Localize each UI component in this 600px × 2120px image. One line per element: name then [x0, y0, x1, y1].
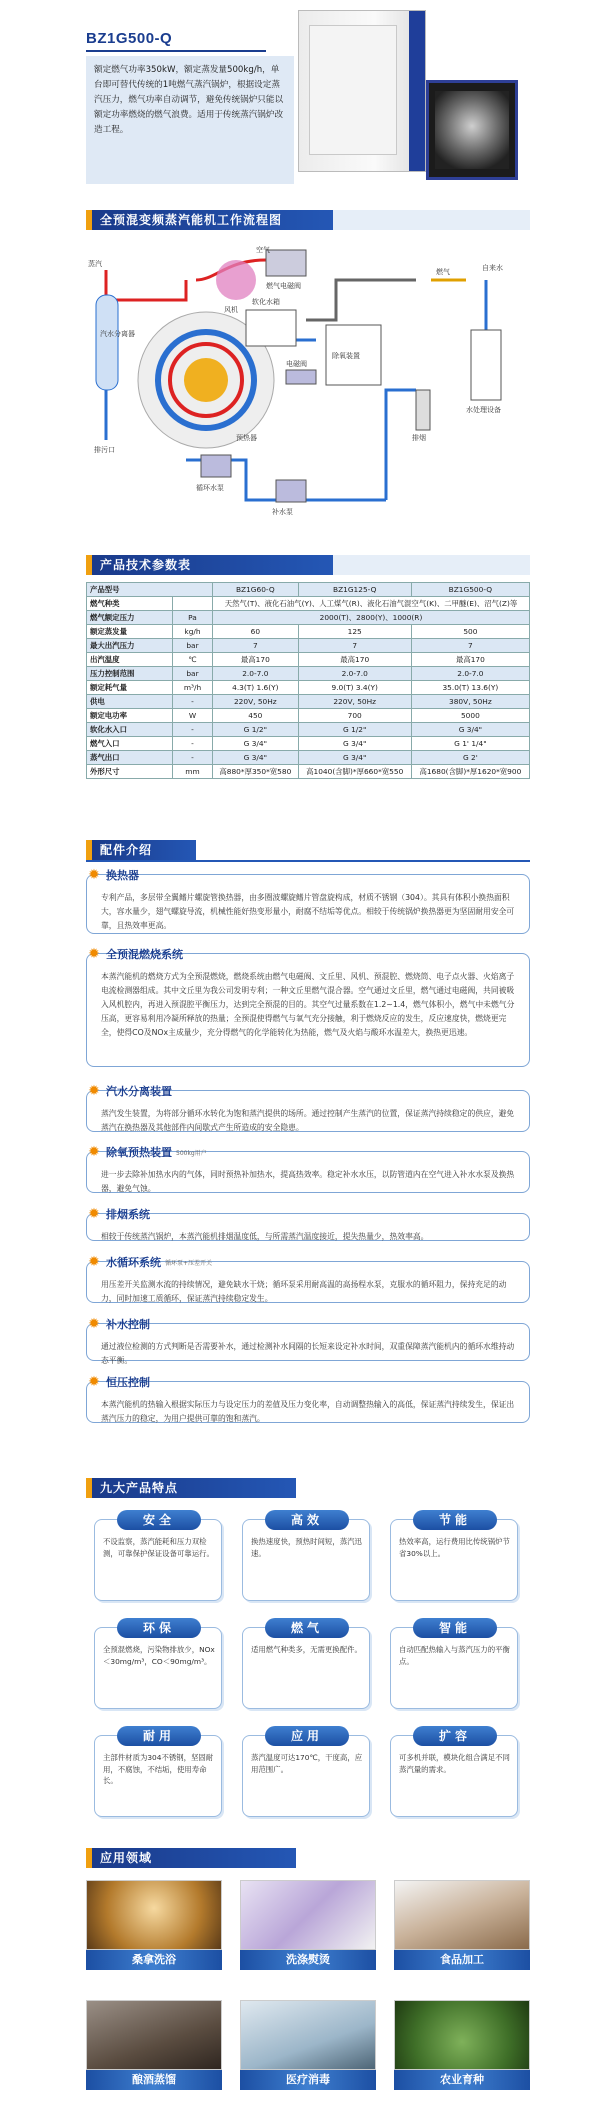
exhaust-stack [416, 390, 430, 430]
spec-value: 高880*厚350*宽580 [213, 765, 299, 779]
spec-value: 5000 [411, 709, 529, 723]
spec-value: 60 [213, 625, 299, 639]
spec-value: 最高170 [213, 653, 299, 667]
config-item-sub: 循环泵+压差开关 [165, 1259, 213, 1267]
feature-label: 智能 [413, 1618, 497, 1638]
spec-value: G 2' [411, 751, 529, 765]
label-fan: 风机 [224, 306, 238, 314]
spec-key: 外形尺寸 [87, 765, 173, 779]
feature-label: 燃气 [265, 1618, 349, 1638]
spec-value: 高1680(含脚)*厚1620*宽900 [411, 765, 529, 779]
spec-value: 9.0(T) 3.4(Y) [298, 681, 411, 695]
spec-row [87, 709, 530, 723]
spec-value: 天然气(T)、液化石油气(Y)、人工煤气(R)、液化石油气混空气(K)、二甲醚(E)、沼气(Z)等 [213, 597, 530, 611]
label-gas-valve: 燃气电磁阀 [266, 282, 301, 290]
application-item [86, 2000, 222, 2090]
spec-row [87, 681, 530, 695]
spec-value: G 1/2" [213, 723, 299, 737]
label-valve: 电磁阀 [286, 360, 307, 368]
config-item-label: 排烟系统 [106, 1208, 150, 1221]
feature-text: 可多机并联，模块化组合满足不同蒸汽量的需求。 [399, 1753, 510, 1774]
spec-value: 700 [298, 709, 411, 723]
config-divider [86, 860, 530, 862]
spec-value: 最高170 [298, 653, 411, 667]
spec-row [87, 625, 530, 639]
spec-value: 220V, 50Hz [213, 695, 299, 709]
application-photo [394, 2000, 530, 2070]
spec-value: 高1040(含脚)*厚660*宽550 [298, 765, 411, 779]
application-caption: 桑拿洗浴 [86, 1950, 222, 1970]
product-side-panel [409, 11, 425, 171]
feature-text: 蒸汽温度可达170℃，干度高，应用范围广。 [251, 1753, 363, 1774]
product-photo [298, 10, 426, 172]
flame-icon: ✹ [88, 1083, 100, 1099]
config-item-label: 补水控制 [106, 1318, 150, 1331]
feature-label: 扩容 [413, 1726, 497, 1746]
application-caption: 洗涤熨烫 [240, 1950, 376, 1970]
feature-card [242, 1513, 370, 1601]
spec-unit: kg/h [173, 625, 213, 639]
steam-separator [96, 295, 118, 390]
config-item-sub: 500kg用户 [176, 1149, 207, 1157]
spec-value: 125 [298, 625, 411, 639]
spec-unit: - [173, 695, 213, 709]
spec-value: 35.0(T) 13.6(Y) [411, 681, 529, 695]
spec-value: G 3/4" [298, 737, 411, 751]
config-item-label: 换热器 [106, 869, 139, 882]
heat-exchanger-photo [435, 91, 509, 169]
label-water-treatment: 水处理设备 [466, 406, 501, 414]
spec-section-title: 产品技术参数表 [86, 555, 530, 575]
label-softener: 软化水箱 [252, 298, 280, 306]
config-item-text: 专利产品，多层带全翼鳍片螺旋管换热器，由多圈波螺旋鳍片管盘旋构成，材质不锈钢（304）。其具有体积小换热面积大，容水量少，翅气螺旋导流，机械性能好热变形量小，耐腐不结垢等优点。相较于传统锅炉换热器更为坚固耐用安全可靠，且热效率更高。 [86, 874, 530, 934]
flame-icon: ✹ [88, 946, 100, 962]
title-divider [86, 50, 266, 52]
config-item-label: 恒压控制 [106, 1376, 150, 1389]
config-item-text: 进一步去除补加热水内的气体，同时预热补加热水，提高热效率。稳定补水水压，以防管道内在空气进入补水水泵及换热器，避免气蚀。 [86, 1151, 530, 1193]
label-feed-pump: 补水泵 [272, 508, 293, 516]
application-caption: 食品加工 [394, 1950, 530, 1970]
application-photo [86, 1880, 222, 1950]
apps-section-title: 应用领域 [86, 1848, 296, 1868]
spec-unit: Pa [173, 611, 213, 625]
solenoid-valve [286, 370, 316, 384]
spec-unit: - [173, 723, 213, 737]
config-item-label: 全预混燃烧系统 [106, 948, 183, 961]
config-item-text: 通过液位检测的方式判断是否需要补水，通过检测补水间隔的长短来设定补水时间，双重保障蒸汽能机内的循环水维持动态平衡。 [86, 1323, 530, 1361]
spec-table [86, 582, 530, 779]
application-grid [86, 1880, 530, 2120]
spec-row [87, 751, 530, 765]
spec-value: 380V, 50Hz [411, 695, 529, 709]
label-cycle-pump: 循环水泵 [196, 484, 224, 492]
spec-key: 额定耗气量 [87, 681, 173, 695]
application-caption: 酿酒蒸馏 [86, 2070, 222, 2090]
feature-label: 节能 [413, 1510, 497, 1530]
spec-value: 7 [411, 639, 529, 653]
spec-row [87, 639, 530, 653]
spec-value: 2.0-7.0 [213, 667, 299, 681]
feature-text: 主部件材质为304不锈钢，坚固耐用，不腐蚀，不结垢，使用寿命长。 [103, 1753, 214, 1785]
config-item-label: 水循环系统 [106, 1256, 161, 1269]
config-item-title [86, 1315, 150, 1333]
config-item-title [86, 1253, 212, 1271]
feature-text: 自动匹配热输入与蒸汽压力的平衡点。 [399, 1645, 510, 1666]
spec-unit: ℃ [173, 653, 213, 667]
spec-row [87, 597, 530, 611]
feature-label: 耐用 [117, 1726, 201, 1746]
spec-row [87, 765, 530, 779]
spec-row [87, 695, 530, 709]
circulation-pump [201, 455, 231, 477]
nine-section-title: 九大产品特点 [86, 1478, 296, 1498]
config-item-label: 除氧预热装置 [106, 1146, 172, 1159]
spec-key: 额定蒸发量 [87, 625, 173, 639]
spec-value: 2.0-7.0 [298, 667, 411, 681]
feature-card [242, 1621, 370, 1709]
model-title: BZ1G500-Q [86, 30, 173, 47]
feature-label: 应用 [265, 1726, 349, 1746]
spec-value: G 3/4" [298, 751, 411, 765]
fan-wheel [216, 260, 256, 300]
spec-key: 燃气入口 [87, 737, 173, 751]
feature-text: 适用燃气种类多，无需更换配件。 [251, 1645, 362, 1654]
config-section-title: 配件介绍 [86, 840, 196, 860]
gas-valve [266, 250, 306, 276]
application-caption: 医疗消毒 [240, 2070, 376, 2090]
application-caption: 农业育种 [394, 2070, 530, 2090]
feature-card [94, 1513, 222, 1601]
feed-pump [276, 480, 306, 502]
application-item [240, 2000, 376, 2090]
spec-key: 软化水入口 [87, 723, 173, 737]
spec-value: 450 [213, 709, 299, 723]
spec-value: BZ1G125-Q [298, 583, 411, 597]
spec-row [87, 667, 530, 681]
spec-value: 7 [213, 639, 299, 653]
spec-value: G 3/4" [213, 737, 299, 751]
application-item [240, 1880, 376, 1970]
application-photo [240, 1880, 376, 1950]
spec-unit: m³/h [173, 681, 213, 695]
spec-unit: - [173, 751, 213, 765]
spec-value: G 3/4" [213, 751, 299, 765]
spec-key: 供电 [87, 695, 173, 709]
feature-cards [86, 1505, 530, 1835]
spec-row [87, 723, 530, 737]
spec-key: 燃气额定压力 [87, 611, 173, 625]
config-item-label: 汽水分离装置 [106, 1085, 172, 1098]
spec-row [87, 737, 530, 751]
config-item-title [86, 866, 139, 884]
burner-flame [184, 358, 228, 402]
spec-value: 500 [411, 625, 529, 639]
feature-text: 全预混燃烧，污染物排放少，NOx＜30mg/m³，CO＜90mg/m³。 [103, 1645, 215, 1666]
feature-label: 高效 [265, 1510, 349, 1530]
spec-value: 2000(T)、2800(Y)、1000(R) [213, 611, 530, 625]
label-air: 空气 [256, 246, 270, 254]
config-item-text: 相较于传统蒸汽锅炉，本蒸汽能机排烟温度低，与所需蒸汽温度接近，提失热量少，热效率高。 [86, 1213, 530, 1241]
softener-tank [246, 310, 296, 346]
config-item-title [86, 1143, 207, 1161]
flame-icon: ✹ [88, 1144, 100, 1160]
config-item-title [86, 1205, 150, 1223]
config-item-text: 本蒸汽能机的热输入根据实际压力与设定压力的差值及压力变化率，自动调整热输入的高低，保证蒸汽持续发生，保证出蒸汽压力的稳定，为用户提供可靠的饱和蒸汽。 [86, 1381, 530, 1423]
label-drain: 排污口 [94, 446, 115, 454]
flame-icon: ✹ [88, 1374, 100, 1390]
feature-label: 安全 [117, 1510, 201, 1530]
flow-section-title: 全预混变频蒸汽能机工作流程图 [86, 210, 530, 230]
spec-unit: bar [173, 667, 213, 681]
flame-icon: ✹ [88, 1254, 100, 1270]
label-gas: 燃气 [436, 268, 450, 276]
spec-value: BZ1G60-Q [213, 583, 299, 597]
feature-text: 不设监察，蒸汽能耗和压力双检测，可靠保护保证设备可靠运行。 [103, 1537, 214, 1558]
feature-text: 热效率高，运行费用比传统锅炉节省30%以上。 [399, 1537, 510, 1558]
spec-unit [173, 597, 213, 611]
spec-key: 最大出汽压力 [87, 639, 173, 653]
flow-diagram [86, 240, 530, 540]
flame-icon: ✹ [88, 1206, 100, 1222]
spec-row [87, 583, 530, 597]
application-photo [240, 2000, 376, 2070]
config-item-text: 蒸汽发生装置，为将部分循环水转化为饱和蒸汽提供的场所。通过控制产生蒸汽的位置，保证蒸汽持续稳定的供应，避免蒸汽在换热器及其他部件内间歇式产生所造成的安全隐患。 [86, 1090, 530, 1132]
label-separator: 汽水分离器 [100, 330, 135, 338]
config-item-title [86, 1082, 172, 1100]
config-item-text: 本蒸汽能机的燃烧方式为全预混燃烧，燃烧系统由燃气电磁阀、文丘里、风机、预混腔、燃烧筒、电子点火器、火焰离子电流检测器组成。其中文丘里为我公司发明专利；一种文丘里燃气混合器。空气通过文丘里，燃气通过电磁阀，共同被吸入风机腔内，再进入预混腔平衡压力，达到完全预混的目的。其空气过量系数在1.2~1.4，燃气体积小，燃气中未燃气分压高，更容易利用冷凝所释放的热量；全预混使得燃气与氧气充分接触，利于燃烧反应的发生，反应速度快，燃烧更完全，使得CO及NOx主成量少，充分得燃气的化学能转化为热能，燃气及火焰与酸环水温差大，换热更迅速。 [86, 953, 530, 1067]
spec-value: G 3/4" [411, 723, 529, 737]
flame-icon: ✹ [88, 1316, 100, 1332]
spec-key: 出汽温度 [87, 653, 173, 667]
spec-unit: - [173, 737, 213, 751]
spec-value: G 1' 1/4" [411, 737, 529, 751]
application-photo [86, 2000, 222, 2070]
feature-text: 换热速度快，预热时间短，蒸汽迅速。 [251, 1537, 362, 1558]
spec-value: 最高170 [411, 653, 529, 667]
application-photo [394, 1880, 530, 1950]
label-preheat: 预热器 [236, 434, 257, 442]
spec-unit: bar [173, 639, 213, 653]
spec-value: 4.3(T) 1.6(Y) [213, 681, 299, 695]
label-tap-water: 自来水 [482, 264, 503, 272]
feature-card [94, 1729, 222, 1817]
product-front-panel [309, 25, 397, 155]
spec-unit: mm [173, 765, 213, 779]
config-item-title [86, 945, 183, 963]
config-item-title [86, 1373, 150, 1391]
spec-unit: W [173, 709, 213, 723]
feature-label: 环保 [117, 1618, 201, 1638]
water-treatment-unit [471, 330, 501, 400]
label-exhaust: 排烟 [412, 434, 426, 442]
product-intro: 额定燃气功率350kW，额定蒸发量500kg/h，单台即可替代传统的1吨燃气蒸汽锅炉，根据设定蒸汽压力，燃气功率自动调节，避免传统锅炉只能以额定功率燃烧的燃气浪费。适用于传统蒸汽锅炉改造工程。 [86, 56, 294, 184]
spec-key: 产品型号 [87, 583, 213, 597]
spec-value: BZ1G500-Q [411, 583, 529, 597]
spec-key: 蒸气出口 [87, 751, 173, 765]
label-deaerator: 除氧装置 [332, 352, 360, 360]
flame-icon: ✹ [88, 867, 100, 883]
spec-value: 2.0-7.0 [411, 667, 529, 681]
feature-card [390, 1513, 518, 1601]
application-item [394, 1880, 530, 1970]
product-interior-photo [426, 80, 518, 180]
feature-card [94, 1621, 222, 1709]
spec-key: 额定电功率 [87, 709, 173, 723]
spec-value: 7 [298, 639, 411, 653]
feature-card [242, 1729, 370, 1817]
feature-card [390, 1621, 518, 1709]
config-item-text: 用压差开关监测水流的持续情况，避免缺水干烧；循环泵采用耐高温的高扬程水泵，克服水的循环阻力，保持充足的动力，同时加速工质循环，保证蒸汽持续稳定发生。 [86, 1261, 530, 1303]
label-steam: 蒸汽 [88, 260, 102, 268]
spec-row [87, 611, 530, 625]
spec-value: 220V, 50Hz [298, 695, 411, 709]
spec-value: G 1/2" [298, 723, 411, 737]
spec-key: 压力控制范围 [87, 667, 173, 681]
application-item [394, 2000, 530, 2090]
spec-key: 燃气种类 [87, 597, 173, 611]
spec-row [87, 653, 530, 667]
feature-card [390, 1729, 518, 1817]
application-item [86, 1880, 222, 1970]
